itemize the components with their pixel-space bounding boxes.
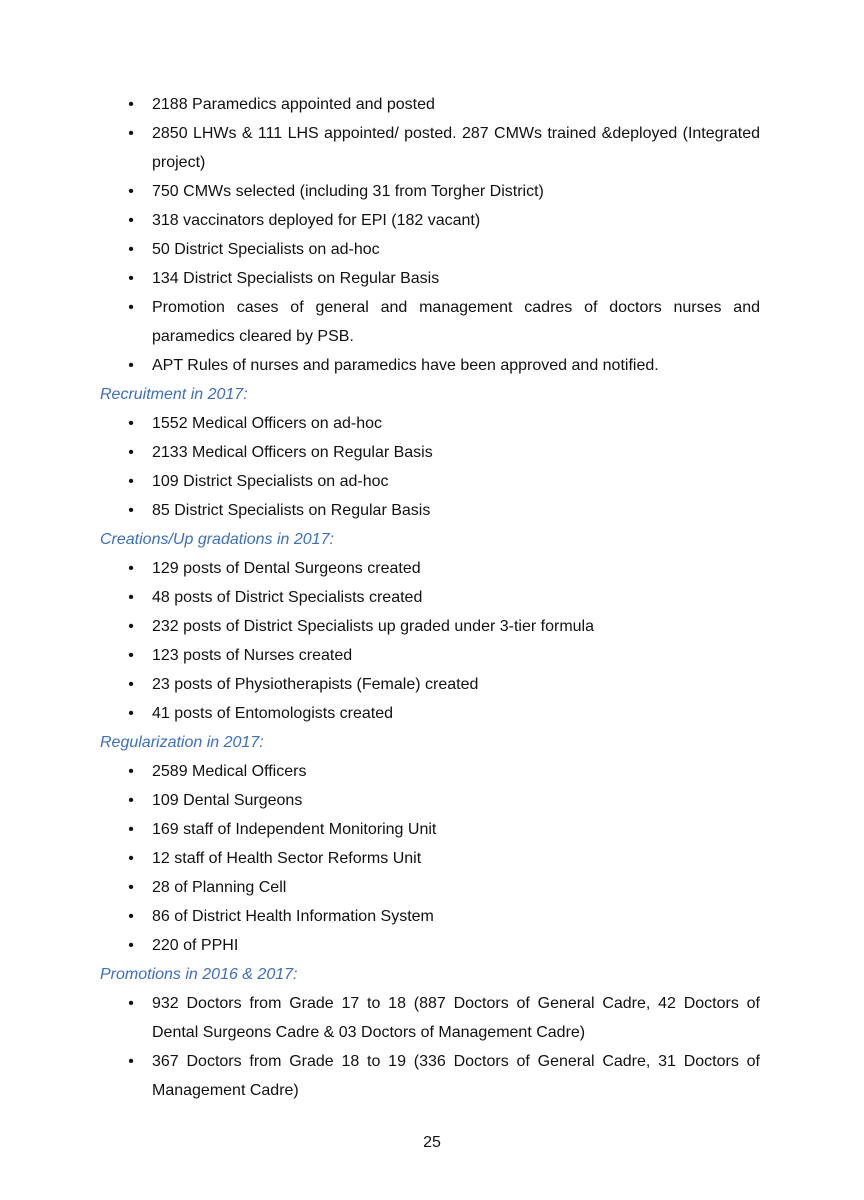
list-item	[100, 554, 760, 583]
list-item	[100, 293, 760, 351]
list-item-text: 750 CMWs selected (including 31 from Torgher District)	[152, 183, 544, 200]
bullet-icon: •	[128, 995, 134, 1012]
list-item	[100, 815, 760, 844]
list-item	[100, 409, 760, 438]
bullet-icon: •	[128, 618, 134, 635]
bullet-icon: •	[128, 444, 134, 461]
page-number: 25	[423, 1134, 441, 1151]
bullet-icon: •	[128, 502, 134, 519]
section-heading-regularization: Regularization in 2017:	[100, 734, 264, 751]
bullet-icon: •	[128, 589, 134, 606]
list-item-text: 2850 LHWs & 111 LHS appointed/ posted. 287 CMWs trained &deployed (Integrated project)	[152, 125, 760, 171]
section-heading-recruitment: Recruitment in 2017:	[100, 386, 248, 403]
list-item-text: 86 of District Health Information System	[152, 908, 434, 925]
list-item	[100, 902, 760, 931]
list-item	[100, 351, 760, 380]
bullet-list-regularization	[100, 757, 760, 960]
list-item-text: 220 of PPHI	[152, 937, 239, 954]
list-item	[100, 844, 760, 873]
list-item	[100, 931, 760, 960]
list-item	[100, 119, 760, 177]
list-item	[100, 641, 760, 670]
list-item-text: 232 posts of District Specialists up graded under 3-tier formula	[152, 618, 594, 635]
bullet-icon: •	[128, 183, 134, 200]
bullet-icon: •	[128, 850, 134, 867]
list-item	[100, 670, 760, 699]
bullet-icon: •	[128, 676, 134, 693]
bullet-list-promotions	[100, 989, 760, 1105]
list-item	[100, 873, 760, 902]
list-item-text: 109 Dental Surgeons	[152, 792, 303, 809]
list-item-text: 2188 Paramedics appointed and posted	[152, 96, 435, 113]
bullet-icon: •	[128, 1053, 134, 1070]
list-item	[100, 90, 760, 119]
list-item-text: 23 posts of Physiotherapists (Female) created	[152, 676, 479, 693]
list-item-text: 28 of Planning Cell	[152, 879, 287, 896]
list-item-text: 2589 Medical Officers	[152, 763, 307, 780]
bullet-list-continued	[100, 90, 760, 380]
list-item-text: 169 staff of Independent Monitoring Unit	[152, 821, 437, 838]
bullet-icon: •	[128, 415, 134, 432]
list-item-text: 48 posts of District Specialists created	[152, 589, 423, 606]
bullet-icon: •	[128, 792, 134, 809]
list-item	[100, 235, 760, 264]
list-item	[100, 757, 760, 786]
list-item	[100, 177, 760, 206]
section-heading-promotions: Promotions in 2016 & 2017:	[100, 966, 298, 983]
section-heading-creations: Creations/Up gradations in 2017:	[100, 531, 334, 548]
bullet-icon: •	[128, 473, 134, 490]
list-item	[100, 583, 760, 612]
bullet-icon: •	[128, 705, 134, 722]
list-item-text: 1552 Medical Officers on ad-hoc	[152, 415, 383, 432]
bullet-list-creations	[100, 554, 760, 728]
bullet-icon: •	[128, 299, 134, 316]
list-item	[100, 989, 760, 1047]
list-item	[100, 699, 760, 728]
bullet-list-recruitment	[100, 409, 760, 525]
list-item-text: 12 staff of Health Sector Reforms Unit	[152, 850, 422, 867]
list-item-text: 50 District Specialists on ad-hoc	[152, 241, 380, 258]
bullet-icon: •	[128, 212, 134, 229]
bullet-icon: •	[128, 241, 134, 258]
document-body	[100, 90, 760, 1105]
list-item	[100, 206, 760, 235]
list-item	[100, 612, 760, 641]
bullet-icon: •	[128, 937, 134, 954]
list-item-text: Promotion cases of general and management cadres of doctors nurses and paramedics cleared by PSB.	[152, 299, 760, 345]
bullet-icon: •	[128, 647, 134, 664]
list-item-text: 109 District Specialists on ad-hoc	[152, 473, 389, 490]
bullet-icon: •	[128, 879, 134, 896]
list-item	[100, 1047, 760, 1105]
bullet-icon: •	[128, 357, 134, 374]
list-item	[100, 496, 760, 525]
list-item-text: 41 posts of Entomologists created	[152, 705, 394, 722]
list-item	[100, 467, 760, 496]
list-item	[100, 264, 760, 293]
bullet-icon: •	[128, 763, 134, 780]
bullet-icon: •	[128, 270, 134, 287]
list-item-text: 932 Doctors from Grade 17 to 18 (887 Doctors of General Cadre, 42 Doctors of Dental Surgeons Cadre & 03 Doctors of Management Cadre)	[152, 995, 760, 1041]
bullet-icon: •	[128, 908, 134, 925]
list-item-text: 129 posts of Dental Surgeons created	[152, 560, 421, 577]
bullet-icon: •	[128, 560, 134, 577]
list-item-text: 367 Doctors from Grade 18 to 19 (336 Doctors of General Cadre, 31 Doctors of Management Cadre)	[152, 1053, 760, 1099]
list-item	[100, 438, 760, 467]
bullet-icon: •	[128, 125, 134, 142]
list-item-text: 123 posts of Nurses created	[152, 647, 353, 664]
list-item-text: 134 District Specialists on Regular Basis	[152, 270, 440, 287]
list-item	[100, 786, 760, 815]
list-item-text: 2133 Medical Officers on Regular Basis	[152, 444, 433, 461]
bullet-icon: •	[128, 96, 134, 113]
list-item-text: 85 District Specialists on Regular Basis	[152, 502, 431, 519]
bullet-icon: •	[128, 821, 134, 838]
list-item-text: 318 vaccinators deployed for EPI (182 vacant)	[152, 212, 481, 229]
list-item-text: APT Rules of nurses and paramedics have been approved and notified.	[152, 357, 659, 374]
